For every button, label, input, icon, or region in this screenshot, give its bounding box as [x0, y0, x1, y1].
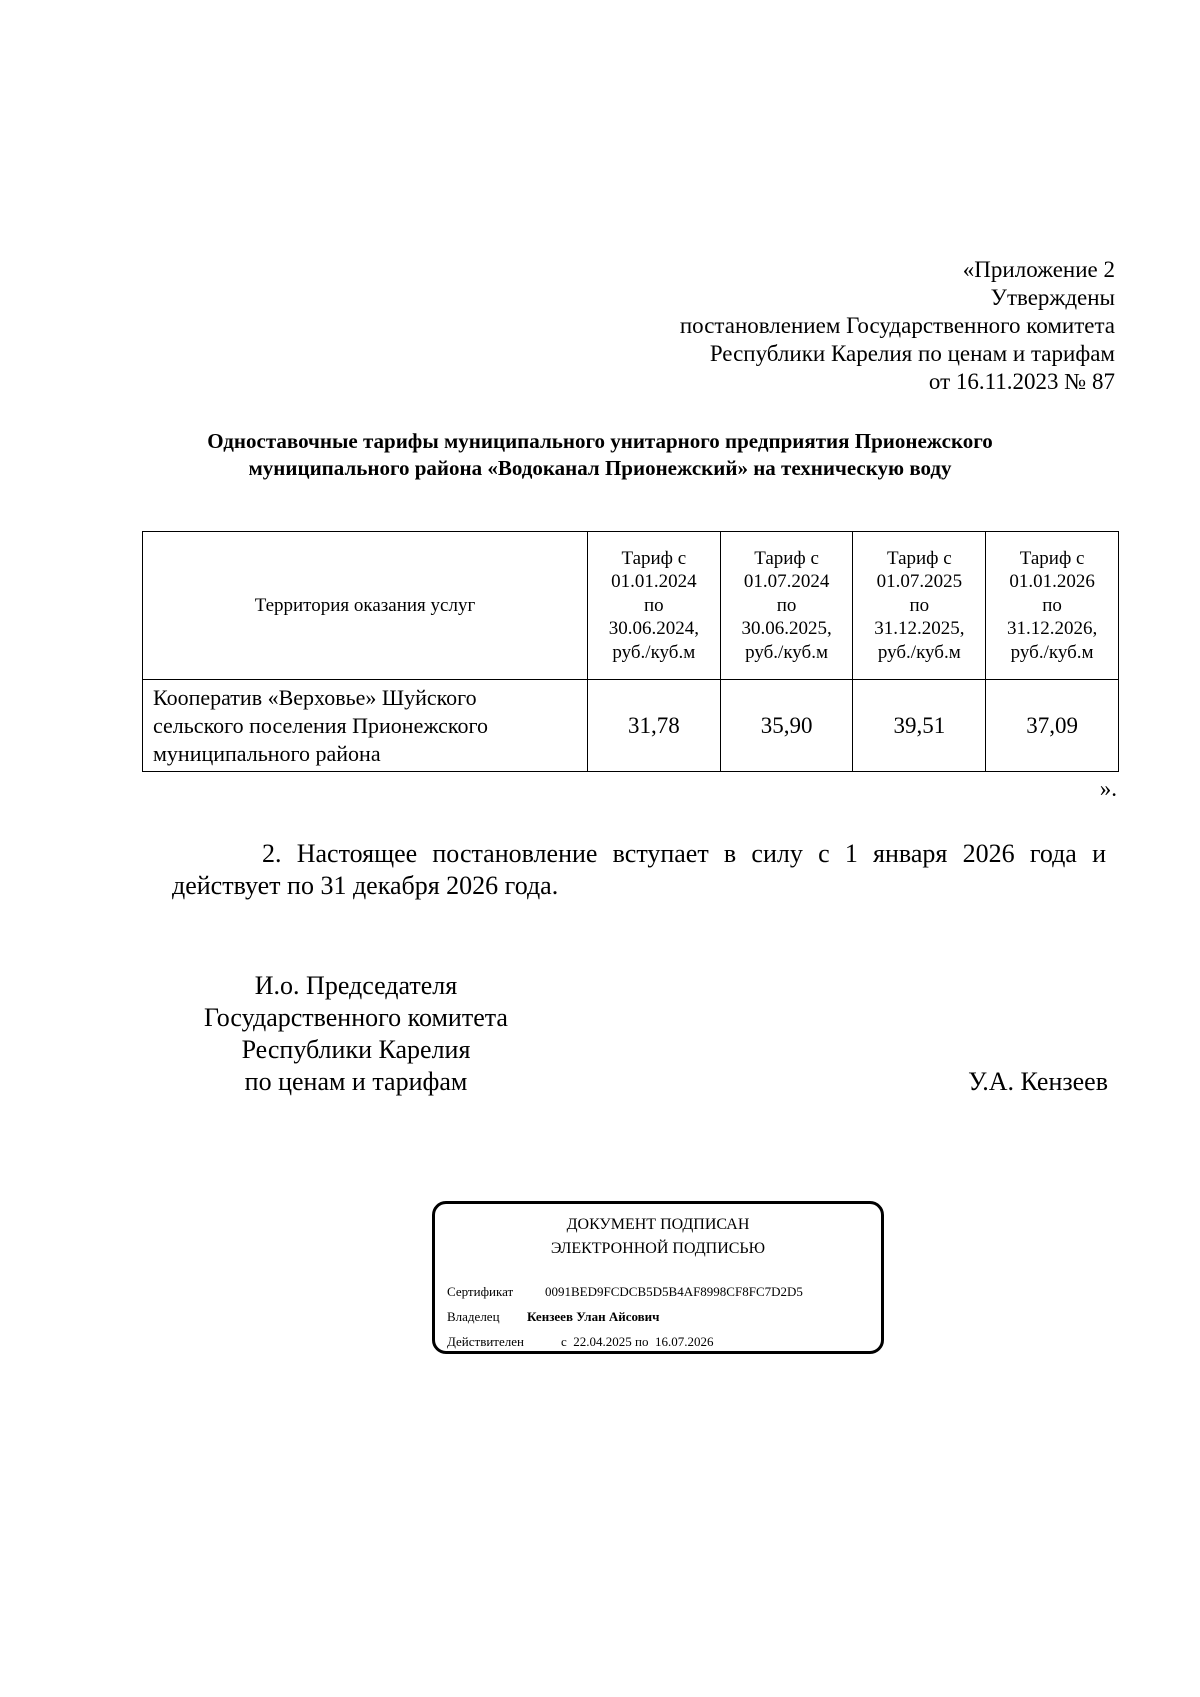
header-line: 01.01.2026 [1009, 571, 1095, 593]
cell-tariff-4: 37,09 [986, 680, 1119, 772]
header-line: по [1042, 594, 1062, 616]
appendix-line-number: «Приложение 2 [962, 257, 1115, 282]
stamp-certificate-value: 0091BED9FCDCB5D5B4AF8998CF8FC7D2D5 [545, 1284, 803, 1299]
header-line: Тариф с [754, 547, 819, 569]
header-line: по [776, 594, 797, 616]
appendix-line-date: от 16.11.2023 № 87 [928, 369, 1115, 394]
territory-line: сельского поселения Прионежского [153, 712, 488, 738]
appendix-block [680, 256, 1115, 396]
header-line: по [909, 594, 930, 616]
header-line: руб./куб.м [1010, 641, 1094, 663]
column-header-tariff-3 [853, 532, 986, 680]
cell-tariff-3: 39,51 [853, 680, 986, 772]
signer-title-line-2: Государственного комитета [204, 1003, 508, 1032]
stamp-validity-label: Действителен [447, 1334, 524, 1349]
appendix-line-approved: Утверждены [990, 285, 1115, 310]
closing-quote: ». [1099, 776, 1117, 801]
stamp-header-line-2: ЭЛЕКТРОННОЙ ПОДПИСЬЮ [550, 1240, 766, 1257]
effective-date-paragraph: 2. Настоящее постановление вступает в силу с 1 января 2026 года и действует по 31 декабря 2026 года. [172, 839, 1106, 900]
stamp-valid-from: 22.04.2025 [573, 1334, 632, 1349]
column-header-tariff-1 [587, 532, 720, 680]
stamp-valid-from-prefix: с [561, 1334, 567, 1349]
column-header-tariff-4 [986, 532, 1119, 680]
header-line: Тариф с [1019, 547, 1085, 569]
stamp-header [435, 1213, 881, 1261]
tariff-table [142, 531, 1119, 772]
header-line: 01.07.2024 [743, 571, 830, 593]
territory-line: муниципального района [153, 740, 381, 766]
signer-title [172, 970, 540, 1098]
stamp-certificate-row [447, 1284, 803, 1300]
stamp-header-line-1: ДОКУМЕНТ ПОДПИСАН [566, 1216, 750, 1233]
signer-title-line-1: И.о. Председателя [254, 971, 458, 1000]
stamp-owner-row [447, 1309, 660, 1325]
cell-tariff-1: 31,78 [587, 680, 720, 772]
document-title [140, 428, 1060, 482]
stamp-valid-to: 16.07.2026 [655, 1334, 714, 1349]
document-title-line-1: Одноставочные тарифы муниципального унитарного предприятия Прионежского [207, 429, 993, 453]
column-header-tariff-2 [720, 532, 853, 680]
signer-title-line-3: Республики Карелия [241, 1035, 471, 1064]
header-line: 31.12.2026, [1006, 618, 1098, 640]
header-line: 01.01.2024 [611, 571, 697, 593]
signer-name: У.А. Кензеев [968, 1067, 1108, 1096]
header-line: Тариф с [886, 547, 952, 569]
table-header-row [143, 532, 1119, 680]
signer-title-line-4: по ценам и тарифам [244, 1067, 468, 1096]
header-line: 01.07.2025 [876, 571, 963, 593]
column-header-territory: Территория оказания услуг [143, 532, 588, 680]
header-line: 31.12.2025, [874, 618, 965, 640]
cell-territory [143, 680, 588, 772]
appendix-line-resolution: постановлением Государственного комитета [679, 313, 1115, 338]
header-line: руб./куб.м [612, 641, 696, 663]
header-line: Тариф с [621, 547, 687, 569]
appendix-line-committee: Республики Карелия по ценам и тарифам [709, 341, 1115, 366]
header-line: руб./куб.м [745, 641, 828, 663]
stamp-validity-row [447, 1334, 714, 1350]
cell-tariff-2: 35,90 [720, 680, 853, 772]
stamp-owner-label: Владелец [447, 1309, 500, 1324]
document-title-line-2: муниципального района «Водоканал Прионежский» на техническую воду [248, 456, 952, 480]
electronic-signature-stamp [432, 1201, 884, 1354]
table-row [143, 680, 1119, 772]
header-line: руб./куб.м [877, 641, 961, 663]
header-line: по [643, 594, 664, 616]
stamp-owner-value: Кензеев Улан Айсович [527, 1309, 660, 1324]
stamp-certificate-label: Сертификат [447, 1284, 514, 1299]
header-line: 30.06.2025, [741, 618, 832, 640]
stamp-valid-to-prefix: по [635, 1334, 649, 1349]
territory-line: Кооператив «Верховье» Шуйского [153, 684, 477, 710]
header-line: 30.06.2024, [608, 618, 699, 640]
